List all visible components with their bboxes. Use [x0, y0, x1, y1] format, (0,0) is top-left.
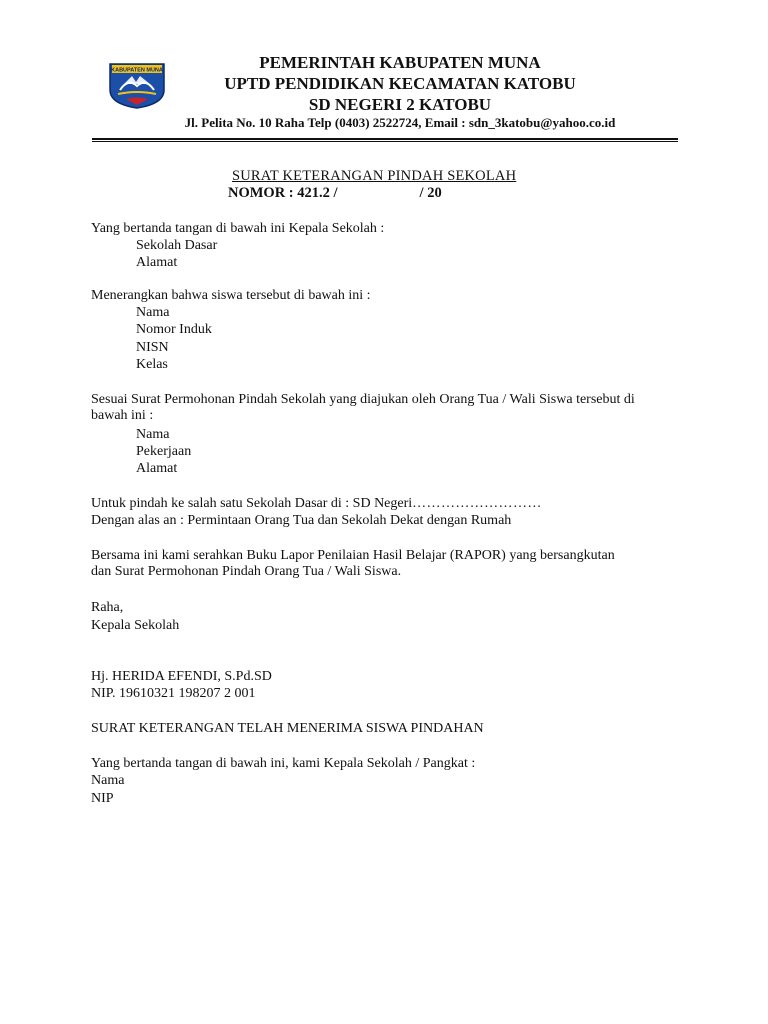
field-label: NIP	[91, 791, 114, 806]
field-label: Nama	[136, 427, 170, 442]
signature-nip: NIP. 19610321 198207 2 001	[91, 686, 256, 701]
section2-intro: Menerangkan bahwa siswa tersebut di bawah ini :	[91, 288, 371, 303]
emblem-label: KABUPATEN MUNA	[111, 67, 163, 74]
section1-intro: Yang bertanda tangan di bawah ini Kepala Sekolah :	[91, 221, 385, 236]
field-label: Sekolah Dasar	[136, 238, 218, 253]
field-label: Kelas	[136, 357, 168, 372]
letterhead-line-3: SD NEGERI 2 KATOBU	[308, 95, 492, 114]
transfer-destination-text: Untuk pindah ke salah satu Sekolah Dasar di : SD Negeri	[91, 496, 413, 511]
field-label: Nama	[91, 773, 125, 788]
signature-role: Kepala Sekolah	[91, 618, 180, 633]
blank-dots: ………………………	[412, 496, 542, 511]
document-number-suffix: / 20	[419, 185, 442, 201]
document-title: SURAT KETERANGAN PINDAH SEKOLAH	[232, 168, 517, 184]
field-label: Alamat	[136, 461, 178, 476]
receipt-title: SURAT KETERANGAN TELAH MENERIMA SISWA PINDAHAN	[91, 721, 484, 736]
receipt-intro: Yang bertanda tangan di bawah ini, kami Kepala Sekolah / Pangkat :	[91, 756, 476, 771]
document-number-prefix: NOMOR : 421.2 /	[228, 185, 338, 201]
field-label: Alamat	[136, 255, 178, 270]
transfer-reason: Dengan alas an : Permintaan Orang Tua dan Sekolah Dekat dengan Rumah	[91, 513, 512, 528]
handover-line1: Bersama ini kami serahkan Buku Lapor Penilaian Hasil Belajar (RAPOR) yang bersangkutan	[91, 548, 615, 563]
transfer-destination	[91, 496, 542, 512]
field-label: Pekerjaan	[136, 444, 192, 459]
section3-intro-line1: Sesuai Surat Permohonan Pindah Sekolah yang diajukan oleh Orang Tua / Wali Siswa tersebut di	[91, 392, 635, 407]
letterhead-address: Jl. Pelita No. 10 Raha Telp (0403) 2522724, Email : sdn_3katobu@yahoo.co.id	[184, 115, 616, 130]
letterhead-divider-thin	[92, 141, 678, 142]
signature-name: Hj. HERIDA EFENDI, S.Pd.SD	[91, 669, 272, 684]
field-label: Nomor Induk	[136, 322, 212, 337]
document-number	[228, 185, 442, 202]
section3-intro-line2: bawah ini :	[91, 408, 154, 423]
signature-place: Raha,	[91, 600, 124, 615]
field-label: Nama	[136, 305, 170, 320]
handover-line2: dan Surat Permohonan Pindah Orang Tua / Wali Siswa.	[91, 564, 402, 579]
letterhead-line-2: UPTD PENDIDIKAN KECAMATAN KATOBU	[224, 74, 576, 93]
letterhead-divider-thick	[92, 138, 678, 140]
letterhead-line-1: PEMERINTAH KABUPATEN MUNA	[259, 53, 541, 72]
field-label: NISN	[136, 340, 169, 355]
